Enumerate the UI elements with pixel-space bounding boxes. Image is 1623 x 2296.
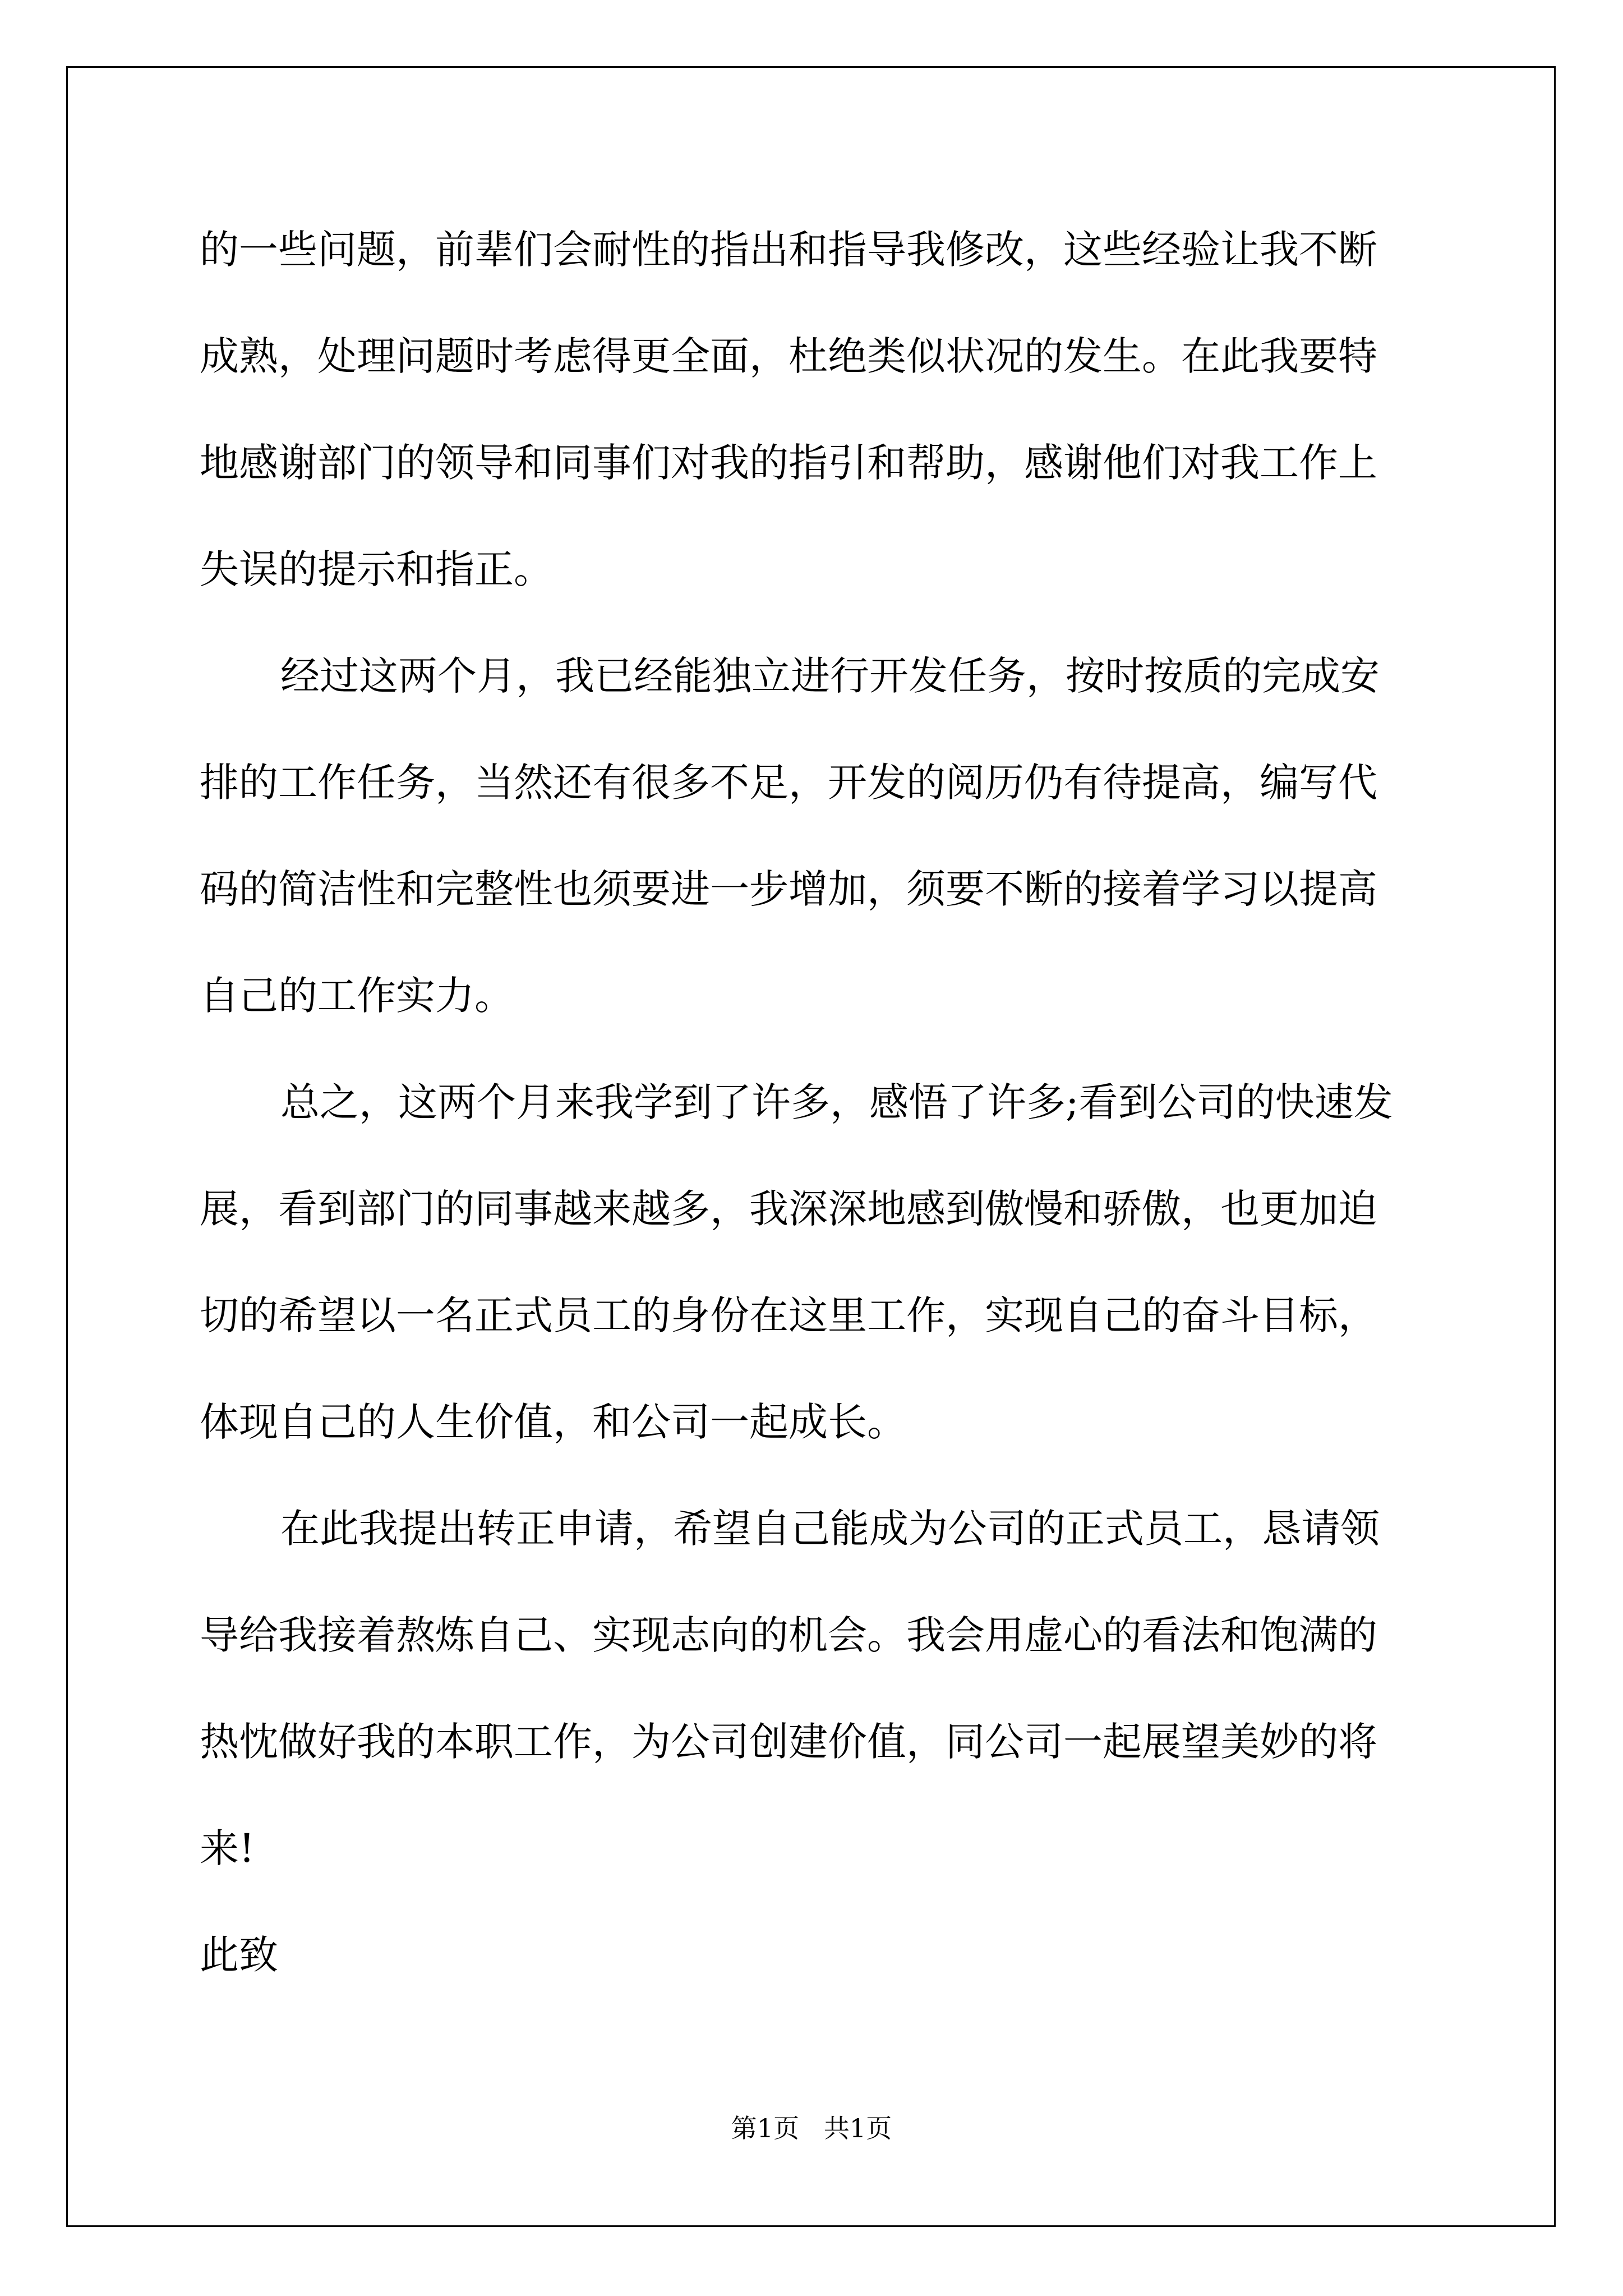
page-number-footer: 第1页 共1页 bbox=[731, 2113, 892, 2143]
text-line: 体现自己的人生价值，和公司一起成长。 bbox=[200, 1399, 906, 1445]
text-line: 展，看到部门的同事越来越多，我深深地感到傲慢和骄傲，也更加迫 bbox=[200, 1186, 1377, 1232]
text-line: 导给我接着熬炼自己、实现志向的机会。我会用虚心的看法和饱满的 bbox=[200, 1612, 1377, 1658]
text-line: 的一些问题，前辈们会耐性的指出和指导我修改，这些经验让我不断 bbox=[200, 227, 1377, 273]
text-line: 来! bbox=[200, 1825, 255, 1871]
document-body bbox=[200, 216, 1428, 2028]
text-line: 总之，这两个月来我学到了许多，感悟了许多;看到公司的快速发 bbox=[280, 1079, 1393, 1125]
text-line: 切的希望以一名正式员工的身份在这里工作，实现自己的奋斗目标， bbox=[200, 1292, 1377, 1338]
text-line: 自己的工作实力。 bbox=[200, 973, 514, 1019]
text-line: 经过这两个月，我已经能独立进行开发任务，按时按质的完成安 bbox=[280, 653, 1380, 699]
text-line: 排的工作任务，当然还有很多不足，开发的阅历仍有待提高，编写代 bbox=[200, 760, 1377, 806]
text-line: 地感谢部门的领导和同事们对我的指引和帮助，感谢他们对我工作上 bbox=[200, 440, 1377, 486]
text-line: 成熟，处理问题时考虑得更全面，杜绝类似状况的发生。在此我要特 bbox=[200, 333, 1377, 379]
text-line: 码的简洁性和完整性也须要进一步增加，须要不断的接着学习以提高 bbox=[200, 866, 1377, 912]
closing-salutation: 此致 bbox=[200, 1932, 278, 1978]
text-line: 热忱做好我的本职工作，为公司创建价值，同公司一起展望美妙的将 bbox=[200, 1719, 1377, 1765]
text-line: 在此我提出转正申请，希望自己能成为公司的正式员工，恳请领 bbox=[280, 1506, 1380, 1552]
text-line: 失误的提示和指正。 bbox=[200, 546, 553, 592]
